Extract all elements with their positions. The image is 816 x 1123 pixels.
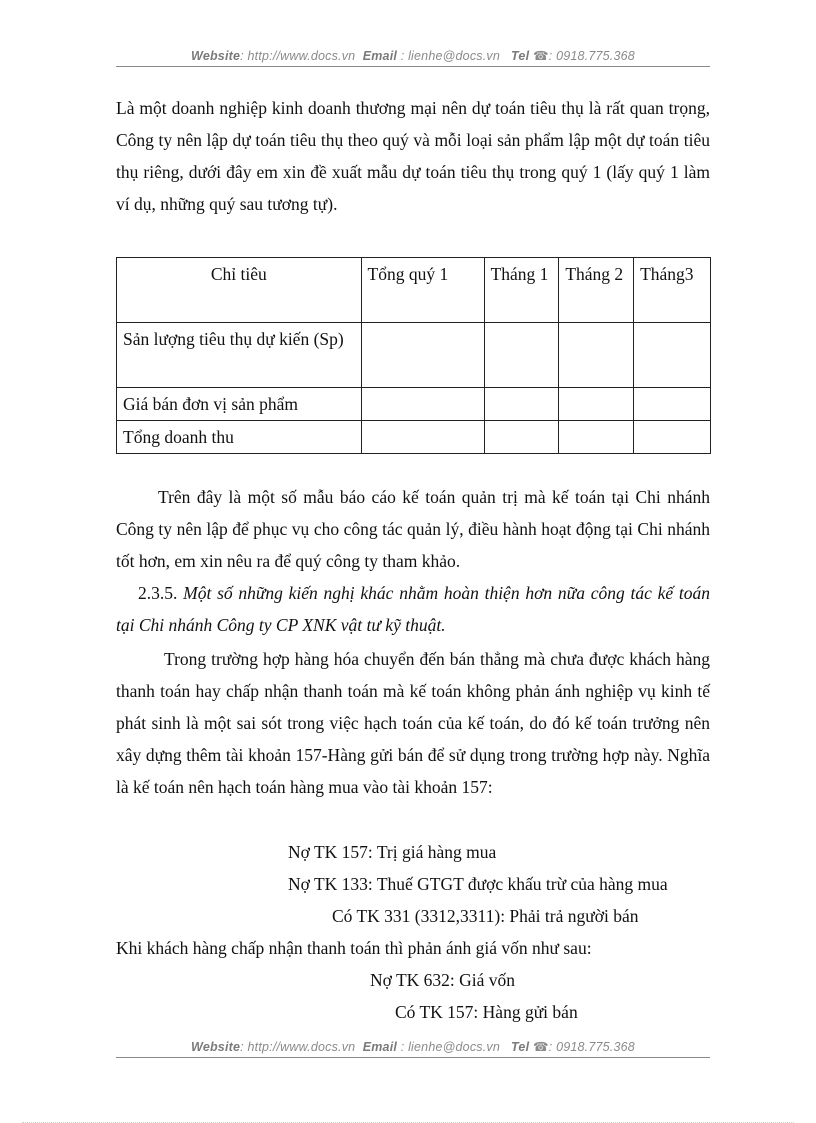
table-cell (559, 323, 634, 388)
table-row-label: Sản lượng tiêu thụ dự kiến (Sp) (117, 323, 362, 388)
journal-entry: Có TK 157: Hàng gửi bán (395, 1002, 578, 1022)
footer-email: : lienhe@docs.vn (400, 1040, 501, 1054)
section-title: Một số những kiến nghị khác nhằm hoàn thiện hơn nữa công tác kế toán tại Chi nhánh Công ty CP XNK vật tư kỹ thuật. (116, 583, 710, 635)
journal-entry: Nợ TK 133: Thuế GTGT được khấu trừ của hàng mua (288, 874, 668, 894)
table-cell (634, 323, 711, 388)
table-cell (361, 388, 484, 421)
intro-paragraph: Là một doanh nghiệp kinh doanh thương mại nên dự toán tiêu thụ là rất quan trọng, Công ty nên lập dự toán tiêu thụ theo quý và mỗi loại sản phẩm lập một dự toán tiêu thụ riêng, dưới đây em xin đề xuất mẫu dự toán tiêu thụ trong quý 1 (lấy quý 1 làm ví dụ, những quý sau tương tự). (116, 98, 710, 214)
table-header-cell: Tháng 2 (559, 258, 634, 323)
footer-tel: : 0918.775.368 (548, 1040, 635, 1054)
table-cell (361, 421, 484, 454)
summary-paragraph: Trên đây là một số mẫu báo cáo kế toán quản trị mà kế toán tại Chi nhánh Công ty nên lập để phục vụ cho công tác quản lý, điều hành hoạt động tại Chi nhánh tốt hơn, em xin nêu ra để quý công ty tham khảo. (116, 487, 710, 571)
table-header-row (117, 258, 711, 323)
journal-entry: Nợ TK 632: Giá vốn (370, 970, 516, 990)
journal-entry: Có TK 331 (3312,3311): Phải trả người bán (332, 906, 639, 926)
table-row (117, 388, 711, 421)
table-row (117, 323, 711, 388)
footer-rule (116, 1057, 710, 1058)
page-footer (116, 1039, 710, 1054)
table-cell (484, 388, 559, 421)
section-heading (116, 577, 710, 641)
table-row-label: Tổng doanh thu (117, 421, 362, 454)
header-email-label: Email (362, 49, 398, 63)
table-cell (559, 388, 634, 421)
table-cell (634, 388, 711, 421)
table-header-cell: Tháng3 (634, 258, 711, 323)
phone-icon: ☎ (532, 49, 549, 63)
table-cell (634, 421, 711, 454)
header-tel: : 0918.775.368 (548, 49, 635, 63)
cost-intro: Khi khách hàng chấp nhận thanh toán thì phản ánh giá vốn như sau: (116, 938, 592, 958)
table-row-label: Giá bán đơn vị sản phẩm (117, 388, 362, 421)
header-website-url: : http://www.docs.vn (240, 49, 356, 63)
table-header-cell: Tổng quý 1 (361, 258, 484, 323)
header-rule (116, 66, 710, 67)
footer-website-label: Website (191, 1040, 241, 1054)
table-header-cell: Chỉ tiêu (117, 258, 362, 323)
phone-icon: ☎ (532, 1040, 549, 1054)
footer-website-url: : http://www.docs.vn (240, 1040, 356, 1054)
page-header (116, 48, 710, 63)
table-cell (484, 323, 559, 388)
table-header-cell: Tháng 1 (484, 258, 559, 323)
table-row (117, 421, 711, 454)
footer-tel-label: Tel (511, 1040, 530, 1054)
section-number: 2.3.5. (138, 583, 178, 603)
header-email: : lienhe@docs.vn (400, 49, 501, 63)
table-cell (484, 421, 559, 454)
header-tel-label: Tel (511, 49, 530, 63)
body-paragraph: Trong trường hợp hàng hóa chuyển đến bán thẳng mà chưa được khách hàng thanh toán hay chấp nhận thanh toán mà kế toán không phản ánh nghiệp vụ kinh tế phát sinh là một sai sót trong việc hạch toán của kế toán, do đó kế toán trưởng nên xây dựng thêm tài khoản 157-Hàng gửi bán để sử dụng trong trường hợp này. Nghĩa là kế toán nên hạch toán hàng mua vào tài khoản 157: (116, 649, 710, 797)
table-cell (559, 421, 634, 454)
header-website-label: Website (191, 49, 241, 63)
table-cell (361, 323, 484, 388)
footer-email-label: Email (362, 1040, 398, 1054)
journal-entry: Nợ TK 157: Trị giá hàng mua (288, 842, 497, 862)
sales-forecast-table (116, 257, 711, 454)
